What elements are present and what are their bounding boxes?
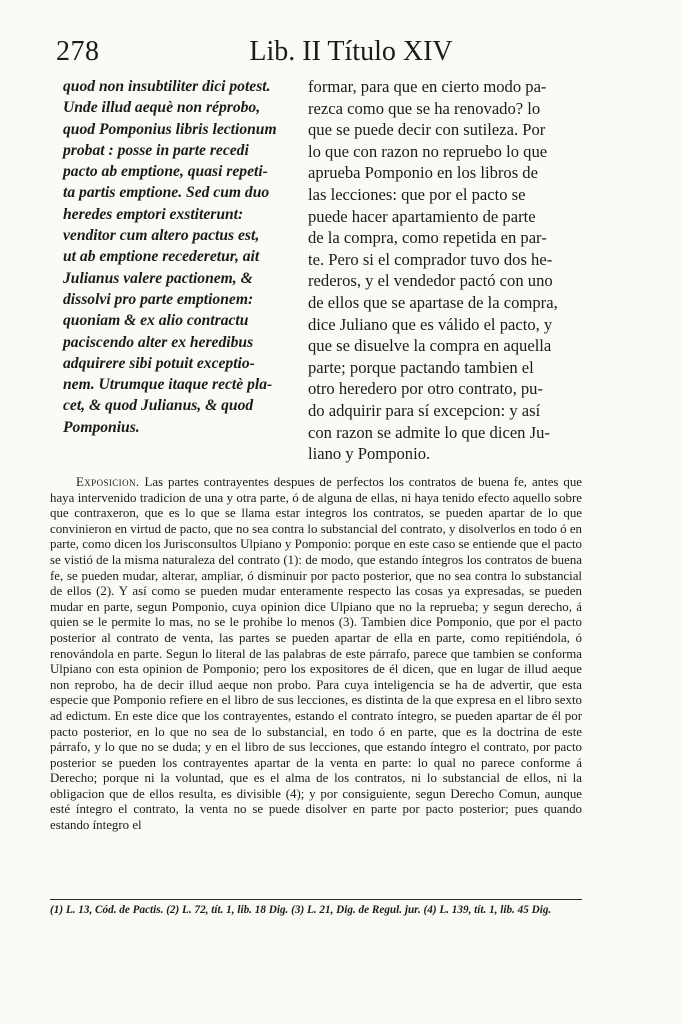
running-title: Lib. II Título XIV (249, 36, 453, 67)
footnotes: (1) L. 13, Cód. de Pactis. (2) L. 72, tít. 1, lib. 18 Dig. (3) L. 21, Dig. de Regul. jur. (4) L. 139, tít. 1, lib. 45 Dig. (50, 904, 552, 916)
latin-column: quod non insubtiliter dici potest. Unde illud aequè non réprobo, quod Pomponius libris lectionum probat : posse in parte recedi pacto ab emptione, quasi repeti- ta partis emptione. Sed cum duo heredes emptori exstiterunt: venditor cum altero pactus est, ut ab emptione recederetur, ait Julianus valere pactionem, & dissolvi pro parte emptionem: quoniam & ex alio contractu paciscendo alter ex heredibus adquirere sibi potuit exceptio- nem. Utrumque itaque rectè pla- cet, & quod Julianus, & quod Pomponius. (63, 78, 277, 436)
footnote-divider (50, 899, 582, 900)
commentary-body: Las partes contrayentes despues de perfectos los contratos de buena fe, antes que haya intervenido tradicion de una y otra parte, ó de alguna de ellas, ni haya tenido efecto aquello sobre que contraxeron, que es lo que se llama estar integros los contratos, se pueden apartar de lo que convinieron en virtud de pacto, que no sea contra lo substancial del contrato, y disolverlos en todo ó en parte, como dicen los Jurisconsultos Ulpiano y Pomponio: porque en este caso se entiende que el pacto se vistió de la misma naturaleza del contrato (1): de modo, que estando íntegros los contratos de buena fe, se pueden mudar, alterar, ampliar, ó disminuir por pacto posterior, que no sea contra lo substancial de ellos (2). Y así como se pueden mudar enteramente respecto las cosas ya expresadas, se pueden mudar en parte, segun Pomponio, cuya opinion dice Ulpiano que no la repruebа; y segun derecho, á quien se le permite lo mas, no se le prohibe lo menos (3). Tambien dice Pomponio, que por el pacto posterior al contrato de venta, las partes se pueden apartar de ella en parte, como repitiéndola, ó renovándola en parte. Segun lo literal de las palabras de este párrafo, parece que tambien se conforma Ulpiano con esta opinion de Pomponio; pero los expositores de él dicen, que en lugar de illud aeque non reprobo, ha de decir illud aeque non probo. Para cuya inteligencia se ha de advertir, que esta especie que Pomponio refiere en el libro de sus lecciones, es distinta de la que expresa en el libro sexto ad edictum. En este dice que los contrayentes, estando el contrato íntegro, se pueden apartar de él por pacto posterior, en lo que no sea de lo substancial, en todo ó en parte, que es la doctrina de este párrafo, y lo que no se duda; y en el libro de sus lecciones, que estando íntegro el contrato, por pacto posterior se pueden los contrayentes apartar de la venta en parte: lo qual no parece conforme á Derecho; porque ni la voluntad, que es el alma de los contratos, ni lo substancial de ellos, ni la obligacion que de ellos resulta, es divisible (4); y por consiguiente, segun Derecho Comun, aunque esté íntegro el contrato, la venta no se puede disolver en parte por pacto posterior; pues quando estando íntegro el (50, 475, 582, 833)
commentary-paragraph (50, 475, 582, 834)
commentary-lead-word: Exposicion. (76, 475, 140, 489)
page-header (56, 34, 616, 74)
page-number: 278 (56, 36, 100, 67)
commentary-section (50, 475, 582, 834)
spanish-column: formar, para que en cierto modo pa- rezca como que se ha renovado? lo que se puede decir con sutileza. Por lo que con razon no repruebo lo que aprueba Pomponio en los libros de las lecciones: que por el pacto se puede hacer apartamiento de parte de la compra, como repetida en par- te. Pero si el comprador tuvo dos he- rederos, y el vendedor pactó con uno de ellos que se apartase de la compra, dice Juliano que es válido el pacto, y que se disuelve la compra en aquella parte; porque pactando tambien el otro heredero por otro contrato, pu- do adquirir para sí excepcion: y así con razon se admite lo que dicen Ju- liano y Pomponio. (308, 77, 558, 464)
